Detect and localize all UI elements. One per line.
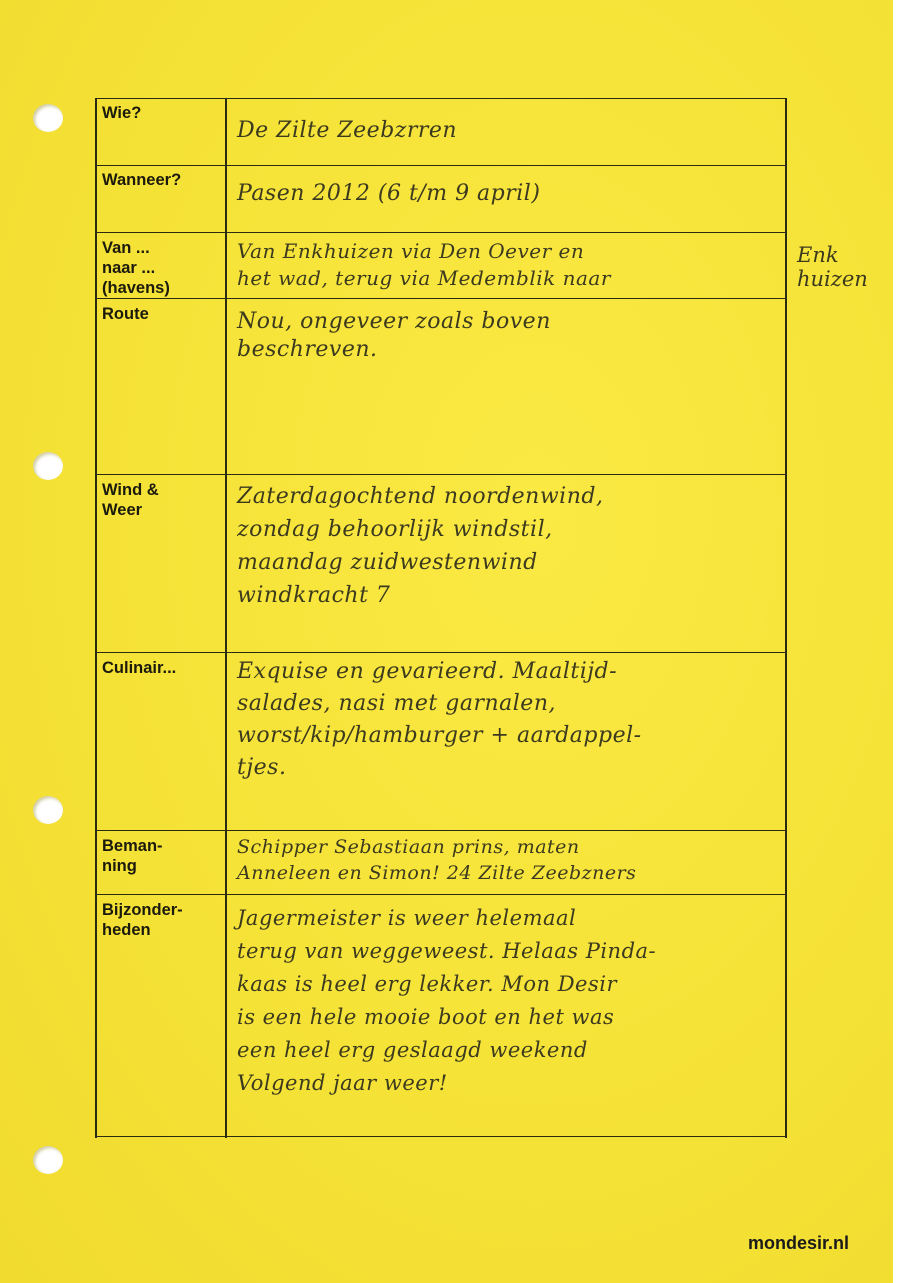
handwritten-entry: Jagermeister is weer helemaal terug van weggeweest. Helaas Pinda- kaas is heel erg lekker. Mon Desir is een hele mooie boot en het was een heel erg geslaagd weekend Volgend jaar weer! (237, 906, 657, 1095)
punch-hole (33, 796, 63, 824)
row-label: Bijzonder- heden (102, 901, 183, 939)
row-label: Route (102, 305, 149, 323)
row-label: Wie? (102, 104, 142, 122)
margin-note: Enk huizen (797, 243, 868, 291)
handwritten-entry: Exquise en gevarieerd. Maaltijd- salades, nasi met garnalen, worst/kip/hamburger + aardappel- tjes. (237, 659, 642, 780)
row-culinair (95, 654, 787, 831)
row-label: Van ... naar ... (havens) (102, 239, 170, 297)
handwritten-entry: Schipper Sebastiaan prins, maten Anneleen en Simon! 24 Zilte Zeebzners (237, 836, 637, 884)
handwritten-entry: Pasen 2012 (6 t/m 9 april) (237, 181, 541, 206)
handwritten-entry: Nou, ongeveer zoals boven beschreven. (237, 309, 551, 362)
row-bemanning (95, 832, 787, 895)
table-rule (95, 98, 97, 1138)
handwritten-entry: De Zilte Zeebzrren (237, 118, 458, 143)
row-route (95, 300, 787, 475)
handwritten-entry: Van Enkhuizen via Den Oever en het wad, terug via Medemblik naar (237, 239, 611, 290)
punch-hole (33, 1146, 63, 1174)
row-label: Culinair... (102, 659, 177, 677)
row-label: Wind & Weer (102, 481, 159, 519)
table-rule (785, 98, 787, 1138)
logbook-table (95, 98, 787, 1138)
handwritten-entry: Zaterdagochtend noordenwind, zondag behoorlijk windstil, maandag zuidwestenwind windkracht 7 (237, 484, 604, 608)
row-label: Wanneer? (102, 171, 182, 189)
table-rule (225, 98, 227, 1138)
row-havens (95, 234, 787, 299)
punch-hole (33, 452, 63, 480)
punch-hole (33, 104, 63, 132)
row-wanneer (95, 166, 787, 233)
row-wind-weer (95, 476, 787, 653)
row-label: Beman- ning (102, 837, 163, 875)
brand-watermark: mondesir.nl (748, 1233, 850, 1253)
row-wie (95, 98, 787, 166)
row-bijzonderheden (95, 896, 787, 1137)
